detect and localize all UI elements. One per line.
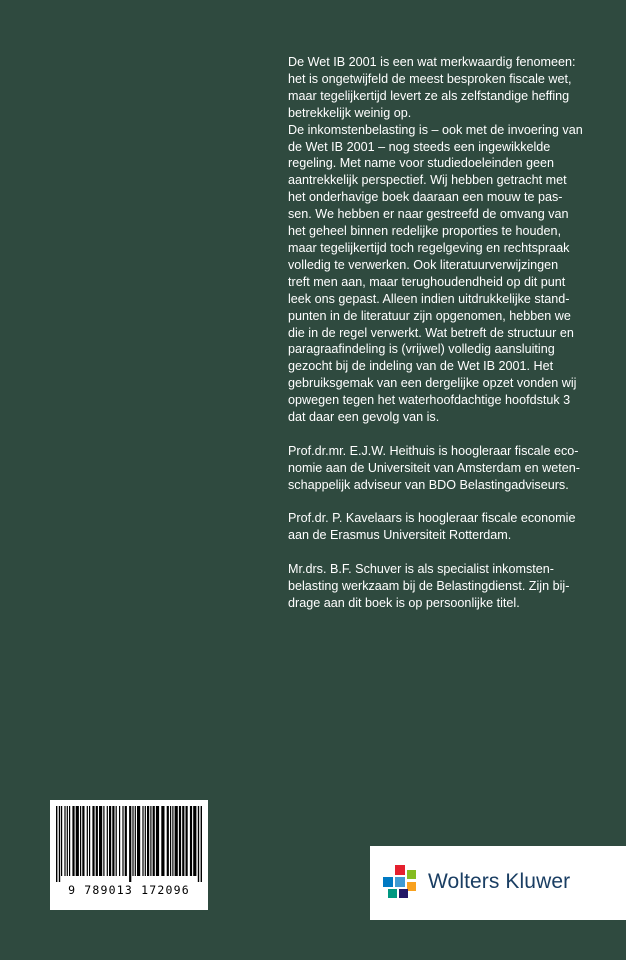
barcode-bar: [182, 806, 184, 876]
barcode-bar: [142, 806, 143, 876]
barcode-bar: [72, 806, 74, 876]
wolters-kluwer-logo-icon: [382, 864, 418, 900]
text-line: maar tegelijkertijd toch regelgeving en rechtspraak: [288, 240, 570, 255]
text-line: betrekkelijk weinig op.: [288, 105, 412, 120]
barcode-bar: [67, 806, 68, 876]
barcode-bar: [59, 806, 60, 882]
text-line: de Wet IB 2001 – nog steeds een ingewikkelde: [288, 139, 551, 154]
author-heithuis-bio: [288, 443, 606, 494]
text-line: aan de Erasmus Universiteit Rotterdam.: [288, 528, 512, 543]
text-line: paragraafindeling is (vrijwel) volledig aansluiting: [288, 342, 555, 357]
text-line: treft men aan, maar terughoudendheid op dit punt: [288, 274, 566, 289]
text-line: Prof.dr. P. Kavelaars is hoogleraar fiscale economie: [288, 511, 576, 526]
barcode-bar: [161, 806, 164, 876]
barcode-bar: [92, 806, 94, 876]
barcode-bar: [69, 806, 70, 876]
barcode-bar: [99, 806, 102, 876]
text-line: schappelijk adviseur van BDO Belastingadviseurs.: [288, 477, 569, 492]
barcode-bar: [145, 806, 146, 876]
barcode-bar: [167, 806, 169, 876]
text-line: regeling. Met name voor studiedoeleinden geen: [288, 156, 555, 171]
text-line: volledig te verwerken. Ook literatuurverwijzingen: [288, 257, 559, 272]
barcode-bar: [112, 806, 114, 876]
text-line: maar tegelijkertijd levert ze als zelfstandige heffing: [288, 88, 570, 103]
barcode-bar: [156, 806, 159, 876]
barcode-bar: [109, 806, 111, 876]
barcode-bar: [132, 806, 133, 876]
barcode-bar: [103, 806, 104, 876]
barcode-bar: [119, 806, 120, 876]
barcode-bar: [135, 806, 136, 876]
barcode-bar: [56, 806, 57, 882]
barcode-bar: [61, 806, 62, 876]
author-schuver-bio: [288, 561, 606, 612]
barcode-bar: [193, 806, 196, 876]
text-line: gezocht bij de indeling van de Wet IB 2001. Het: [288, 359, 554, 374]
text-line: leek ons gepast. Alleen indien uitdrukkelijke stand-: [288, 291, 570, 306]
barcode-bar: [137, 806, 140, 876]
barcode-bar: [201, 806, 202, 882]
text-line: punten in de literatuur zijn opgenomen, hebben we: [288, 308, 571, 323]
barcode-bar: [76, 806, 79, 876]
publisher-name: Wolters Kluwer: [428, 870, 571, 893]
text-line: De Wet IB 2001 is een wat merkwaardig fenomeen:: [288, 55, 576, 69]
barcode-bar: [116, 806, 117, 876]
author-kavelaars-bio: [288, 510, 606, 544]
barcode-bar: [150, 806, 151, 876]
description-paragraph: [288, 122, 606, 426]
barcode-bar: [170, 806, 171, 876]
text-line: opwegen tegen het waterhoofdachtige hoofdstuk 3: [288, 393, 571, 408]
text-line: Prof.dr.mr. E.J.W. Heithuis is hoogleraar fiscale eco-: [288, 443, 579, 458]
barcode-bar: [125, 806, 127, 876]
text-line: het is ongetwijfeld de meest besproken fiscale wet,: [288, 71, 572, 86]
barcode-bar: [153, 806, 155, 876]
text-line: die in de regel verwerkt. Wat betreft de structuur en: [288, 325, 574, 340]
text-line: dat daar een gevolg van is.: [288, 410, 440, 425]
barcode-bar: [64, 806, 65, 876]
isbn-number: 9 789013 172096: [68, 883, 190, 897]
text-line: het onderhavige boek daaraan een mouw te pas-: [288, 190, 563, 205]
barcode-bar: [147, 806, 149, 876]
barcode-bar: [190, 806, 192, 876]
text-line: nomie aan de Universiteit van Amsterdam en weten-: [288, 460, 580, 475]
barcode-bar: [107, 806, 108, 876]
barcode-bar: [175, 806, 178, 876]
barcode-bar: [80, 806, 81, 876]
text-line: belasting werkzaam bij de Belastingdienst. Zijn bij-: [288, 579, 570, 594]
barcode-bar: [89, 806, 90, 876]
barcode-bar: [87, 806, 88, 876]
publisher-logo-block: [370, 846, 626, 920]
barcode-bar: [179, 806, 181, 876]
intro-paragraph: [288, 54, 606, 122]
barcode-bar: [172, 806, 173, 876]
text-line: sen. We hebben er naar gestreefd de omvang van: [288, 207, 569, 222]
barcode-bar: [129, 806, 131, 882]
isbn-barcode: [50, 800, 208, 910]
barcode-bar: [198, 806, 199, 882]
barcode-bar: [122, 806, 123, 876]
text-line: aantrekkelijk perspectief. Wij hebben getracht met: [288, 173, 567, 188]
text-line: drage aan dit boek is op persoonlijke titel.: [288, 595, 520, 610]
barcode-bar: [186, 806, 188, 876]
text-line: Mr.drs. B.F. Schuver is als specialist inkomsten-: [288, 562, 554, 577]
text-line: het geheel binnen redelijke proporties te houden,: [288, 224, 562, 239]
text-line: De inkomstenbelasting is – ook met de invoering van: [288, 122, 583, 137]
text-line: gebruiksgemak van een dergelijke opzet vonden wij: [288, 376, 577, 391]
barcode-bar: [96, 806, 98, 876]
barcode-bars: [56, 806, 202, 882]
back-cover-blurb: [288, 54, 606, 612]
barcode-bar: [82, 806, 84, 876]
